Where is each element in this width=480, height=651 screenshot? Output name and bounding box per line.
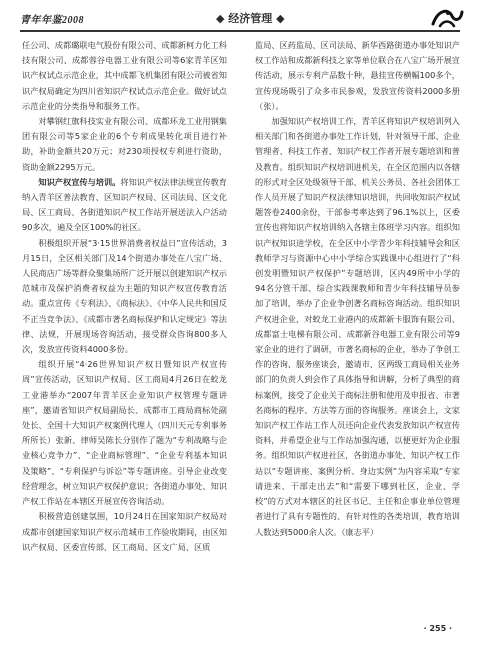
header-rule — [20, 30, 460, 32]
paragraph: 积极营造创建氛围，10月24日在国家知识产权局对成都市创建国家知识产权示范城市工作验收期间，由区知识产权局、区委宣传部、区工商局、区文广局、区质 — [22, 511, 227, 552]
paragraph: 监局、区药监局、区司法局、新华西路街道办事处知识产权工作站和成都新科技之家等单位联合在八宝广场开展宣传活动，展示专利产品数十种，悬挂宣传横幅100多个，宣传现场吸引了众多市民参观，发放宣传资料2000多册（张）。 — [255, 40, 460, 111]
right-text-column — [255, 38, 460, 540]
page-number: · 255 · — [423, 624, 452, 633]
yearbook-title: 青年年鉴2008 — [20, 15, 84, 26]
paragraph: 任公司、成都璐联电气股份有限公司、成都新柯力化工科技有限公司、成都蓉谷电器工业有限公司等6家青羊区知识产权试点示范企业，其中成都飞机集团有限公司被省知识产权局确定为四川省知识产权试点示范企业。做好试点示范企业的分类指导和服务工作。 — [22, 40, 227, 111]
paragraph: 对攀钢红旗科技实业有限公司、成都环龙工业用钢集团有限公司等5家企业的6个专利成果转化项目进行补助，补助金额共20万元；对230项授权专利进行资助，资助金额2295万元。 — [22, 116, 227, 172]
section-heading: 知识产权宣传与培训。 — [38, 176, 121, 187]
running-header — [20, 8, 460, 30]
paragraph: 组织开展“4·26世界知识产权日暨知识产权宣传周”宣传活动，区知识产权局、区工商局4月26日在蛟龙工业港举办“2007年青羊区企业知识产权管理专题讲座”，邀请省知识产权局副局长、成都市工商局商标处副处长、全国十大知识产权案例代理人（四川天元专利事务所所长）张新、律师吴陈长分别作了题为“专利战略与企业核心竞争力”、“企业商标管理”、“企业专利基本知识及策略”、“专利保护与诉讼”等专题讲座。引导企业改变经营理念，树立知识产权保护意识；各街道办事处、知识产权工作站在本辖区开展宣传咨询活动。 — [22, 359, 227, 507]
paragraph: 积极组织开展“3·15世界消费者权益日”宣传活动，3月15日，全区相关部门及14个街道办事处在八宝广场、人民商店广场等群众聚集场所广泛开展以创建知识产权示范城市及保护消费者权益为主题的知识产权宣传教育活动。重点宣传《专利法》、《商标法》、《中华人民共和国反不正当竞争法》、《成都市著名商标保护和认定规定》等法律、法规，开展现场咨询活动，接受群众咨询800多人次，发放宣传资料4000多份。 — [22, 237, 227, 355]
paragraph-with-heading — [22, 175, 227, 236]
yearbook-logo-icon — [430, 6, 464, 30]
paragraph: 加强知识产权培训工作，青羊区将知识产权培训列入相关部门和各街道办事处工作计划，针对领导干部、企业管理者、科技工作者、知识产权工作者开展专题培训和普及教育。组织知识产权培训进机关，在全区范围内以各辖的形式对全区处级领导干部、机关公务员、各社会团体工作人员开展了知识产权法律知识培训，共回收知识产权试题答卷2400余份，干部参考率达到了96.1%以上，区委宣传也将知识产权培训纳入各辖主体班学习内容。组织知识产权知识进学校，在全区中小学青少年科技辅导会和区教师学习与资源中心中小学综合实践课中心组进行了“科创发明暨知识产权保护”专题培训，区内49所中小学的94名分管干部、综合实践课教师和青少年科技辅导员参加了培训，举办了企业争创著名商标咨询活动。组织知识产权进企业，对蛟龙工业港内的成都新卡服饰有限公司、成都富士电梯有限公司、成都新谷电器工业有限公司等9家企业的进行了调研，市著名商标的企业，举办了争创工作的咨询、服务座谈会，邀请市、区两级工商局相关业务部门的负责人到会作了具体指导和讲解，分析了典型的商标案例，接受了企业关于商标注册和使用及申报省、市著名商标的程序、方法等方面的咨询服务。座谈会上，文家知识产权工作站工作人员还向企业代表发放知识产权宣传资料，并希望企业与工作站加强沟通，以便更好为企业服务。组织知识产权进社区，各街道办事处、知识产权工作站以“专题讲座、案例分析、身边实例”为内容采取“专家请进来、干部走出去”和“需要下哪到社区，企业、学校”的方式对本辖区的社区书记、主任和企事业单位管理者进行了具有专题性的、有针对性的各类培训，教育培训人数达到5000余人次。（康志平） — [255, 116, 460, 537]
section-title: ◆ 经济管理 ◆ — [216, 12, 285, 25]
paragraph: 将知识产权法律法规宣传教育纳入青羊区普法教育、区知识产权局、区司法局、区文化局、区工商局、各街道知识产权工作站开展送法入户活动90多次，遍及全区100%的社区。 — [22, 176, 227, 233]
left-text-column — [22, 38, 227, 555]
